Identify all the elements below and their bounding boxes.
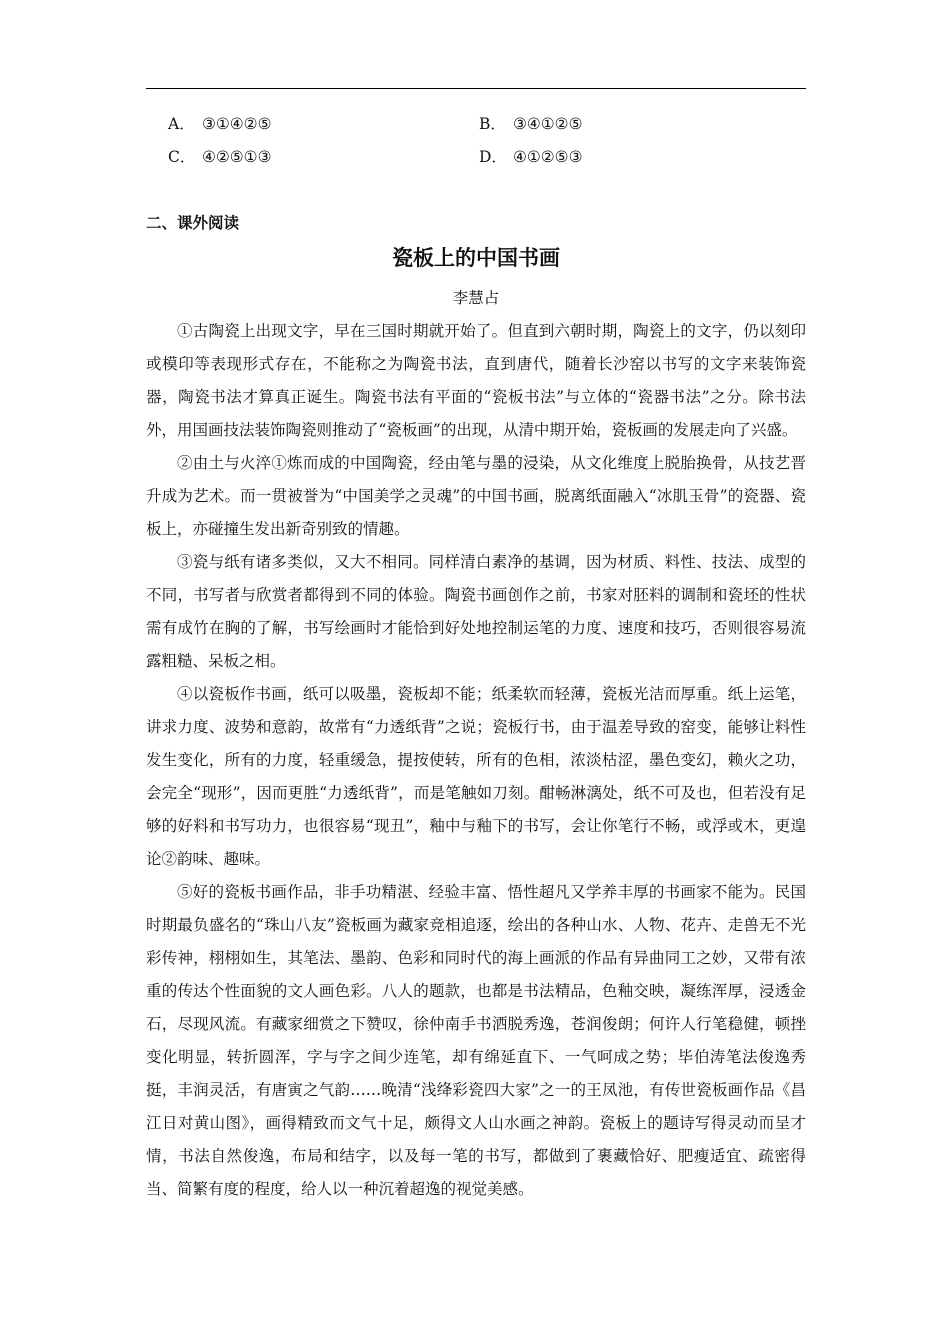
option-c-text: ④②⑤①③ — [202, 148, 272, 166]
option-a-letter: A． — [168, 115, 195, 133]
paragraph-4: ④以瓷板作书画，纸可以吸墨，瓷板却不能；纸柔软而轻薄，瓷板光洁而厚重。纸上运笔，讲求力度、波势和意韵，故常有“力透纸背”之说；瓷板行书，由于温差导致的窑变，能够让料性发生变化，所有的力度，轻重缓急，提按使转，所有的色相，浓淡枯涩，墨色变幻，赖火之功，会完全“现形”，因而更胜“力透纸背”，而是笔触如刀刻。酣畅淋漓处，纸不可及也，但若没有足够的好料和书写功力，也很容易“现丑”，釉中与釉下的书写，会让你笔行不畅，或浮或木，更遑论②韵味、趣味。 — [146, 685, 806, 868]
option-d-text: ④①②⑤③ — [513, 148, 583, 166]
section-heading: 二、课外阅读 — [146, 213, 240, 232]
answer-options — [146, 112, 806, 178]
header-rule — [146, 88, 806, 89]
paragraph-5: ⑤好的瓷板书画作品，非手功精湛、经验丰富、悟性超凡又学养丰厚的书画家不能为。民国时期最负盛名的“珠山八友”瓷板画为藏家竞相追逐，绘出的各种山水、人物、花卉、走兽无不光彩传神，栩栩如生，其笔法、墨韵、色彩和同时代的海上画派的作品有异曲同工之妙，又带有浓重的传达个性面貌的文人画色彩。八人的题款，也都是书法精品，色釉交映，凝练浑厚，浸透金石，尽现风流。有藏家细赏之下赞叹，徐仲南手书洒脱秀逸，苍润俊朗；何许人行笔稳健，顿挫变化明显，转折圆浑，字与字之间少连笔，却有绵延直下、一气呵成之势；毕伯涛笔法俊逸秀挺，丰润灵活，有唐寅之气韵……晚清“浅绛彩瓷四大家”之一的王凤池，有传世瓷板画作品《昌江日对黄山图》，画得精致而文气十足，颇得文人山水画之神韵。瓷板上的题诗写得灵动而呈才情，书法自然俊逸，布局和结字，以及每一笔的书写，都做到了裹藏恰好、肥瘦适宜、疏密得当、简繁有度的程度，给人以一种沉着超逸的视觉美感。 — [146, 883, 806, 1198]
options-row-1 — [146, 112, 806, 145]
paragraph-2: ②由土与火淬①炼而成的中国陶瓷，经由笔与墨的浸染，从文化维度上脱胎换骨，从技艺晋升成为艺术。而一贯被誉为“中国美学之灵魂”的中国书画，脱离纸面融入“冰肌玉骨”的瓷器、瓷板上，亦碰撞生发出新奇别致的情趣。 — [146, 454, 806, 538]
article-body — [146, 315, 806, 1206]
paragraph-3: ③瓷与纸有诸多类似，又大不相同。同样清白素净的基调，因为材质、料性、技法、成型的不同，书写者与欣赏者都得到不同的体验。陶瓷书画创作之前，书家对胚料的调制和瓷坯的性状需有成竹在胸的了解，书写绘画时才能恰到好处地控制运笔的力度、速度和技巧，否则很容易流露粗糙、呆板之相。 — [146, 553, 806, 670]
article-author: 李慧占 — [452, 289, 500, 307]
option-d — [479, 145, 582, 167]
option-a-text: ③①④②⑤ — [202, 115, 272, 133]
paragraph-1: ①古陶瓷上出现文字，早在三国时期就开始了。但直到六朝时期，陶瓷上的文字，仍以刻印或模印等表现形式存在，不能称之为陶瓷书法，直到唐代，随着长沙窑以书写的文字来装饰瓷器，陶瓷书法才算真正诞生。陶瓷书法有平面的“瓷板书法”与立体的“瓷器书法”之分。除书法外，用国画技法装饰陶瓷则推动了“瓷板画”的出现，从清中期开始，瓷板画的发展走向了兴盛。 — [146, 322, 806, 439]
option-c-letter: C． — [168, 148, 196, 166]
option-d-letter: D． — [479, 148, 507, 166]
article-title: 瓷板上的中国书画 — [392, 245, 560, 270]
option-b-text: ③④①②⑤ — [513, 115, 583, 133]
option-c — [168, 145, 271, 167]
option-b-letter: B． — [479, 115, 506, 133]
option-a — [168, 112, 271, 134]
options-row-2 — [146, 145, 806, 178]
option-b — [479, 112, 582, 134]
